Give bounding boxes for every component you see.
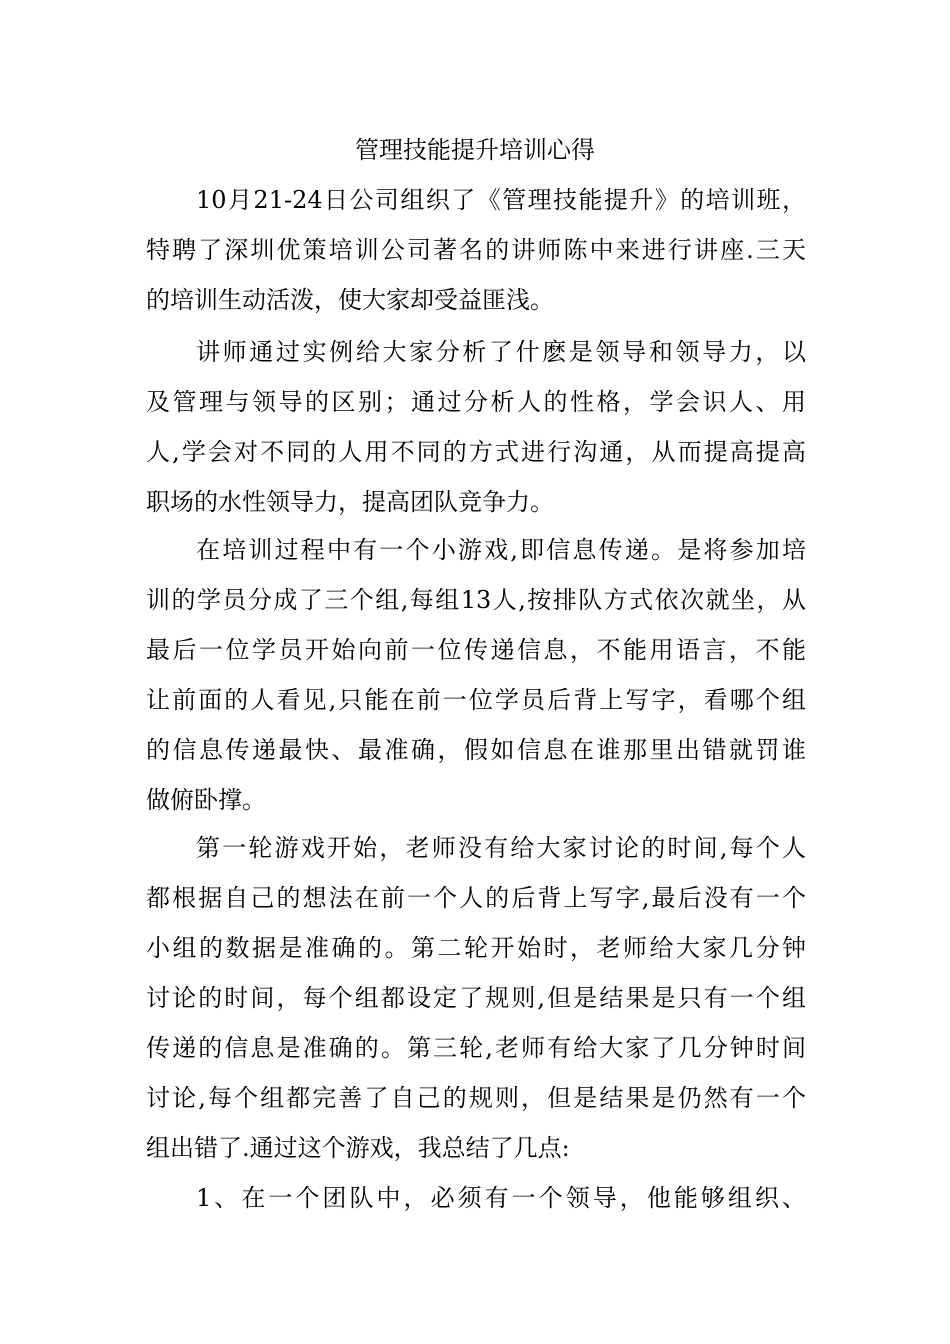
paragraph-line: 讲师通过实例给大家分析了什麽是领导和领导力，以 <box>196 338 806 366</box>
paragraph-line: 做俯卧撑。 <box>146 786 266 814</box>
paragraph-line: 10月21-24日公司组织了《管理技能提升》的培训班， <box>196 186 806 214</box>
paragraph-line: 讨论,每个组都完善了自己的规则，但是结果是仍然有一个 <box>146 1084 806 1112</box>
paragraph-line: 都根据自己的想法在前一个人的后背上写字,最后没有一个 <box>146 884 806 912</box>
paragraph-line: 讨论的时间，每个组都设定了规则,但是结果是只有一个组 <box>146 984 806 1012</box>
paragraph-line: 的信息传递最快、最准确，假如信息在谁那里出错就罚谁 <box>146 736 806 764</box>
paragraph-line: 的培训生动活泼，使大家却受益匪浅。 <box>146 286 554 314</box>
paragraph-line: 特聘了深圳优策培训公司著名的讲师陈中来进行讲座.三天 <box>146 236 806 264</box>
paragraph-line: 人,学会对不同的人用不同的方式进行沟通，从而提高提高 <box>146 438 806 466</box>
paragraph-line: 职场的水性领导力，提高团队竞争力。 <box>146 488 554 516</box>
paragraph-line: 组出错了.通过这个游戏，我总结了几点: <box>146 1134 570 1162</box>
paragraph-line: 小组的数据是准确的。第二轮开始时，老师给大家几分钟 <box>146 934 806 962</box>
paragraph-line: 1、在一个团队中，必须有一个领导，他能够组织、 <box>196 1184 806 1212</box>
paragraph-line: 及管理与领导的区别；通过分析人的性格，学会识人、用 <box>146 388 806 416</box>
paragraph-line: 让前面的人看见,只能在前一位学员后背上写字，看哪个组 <box>146 686 806 714</box>
document-title: 管理技能提升培训心得 <box>355 136 595 164</box>
paragraph-line: 最后一位学员开始向前一位传递信息，不能用语言，不能 <box>146 636 806 664</box>
paragraph-line: 训的学员分成了三个组,每组13人,按排队方式依次就坐，从 <box>146 586 806 614</box>
paragraph-line: 传递的信息是准确的。第三轮,老师有给大家了几分钟时间 <box>146 1034 806 1062</box>
paragraph-line: 在培训过程中有一个小游戏,即信息传递。是将参加培 <box>196 536 806 564</box>
paragraph-line: 第一轮游戏开始，老师没有给大家讨论的时间,每个人 <box>196 834 806 862</box>
